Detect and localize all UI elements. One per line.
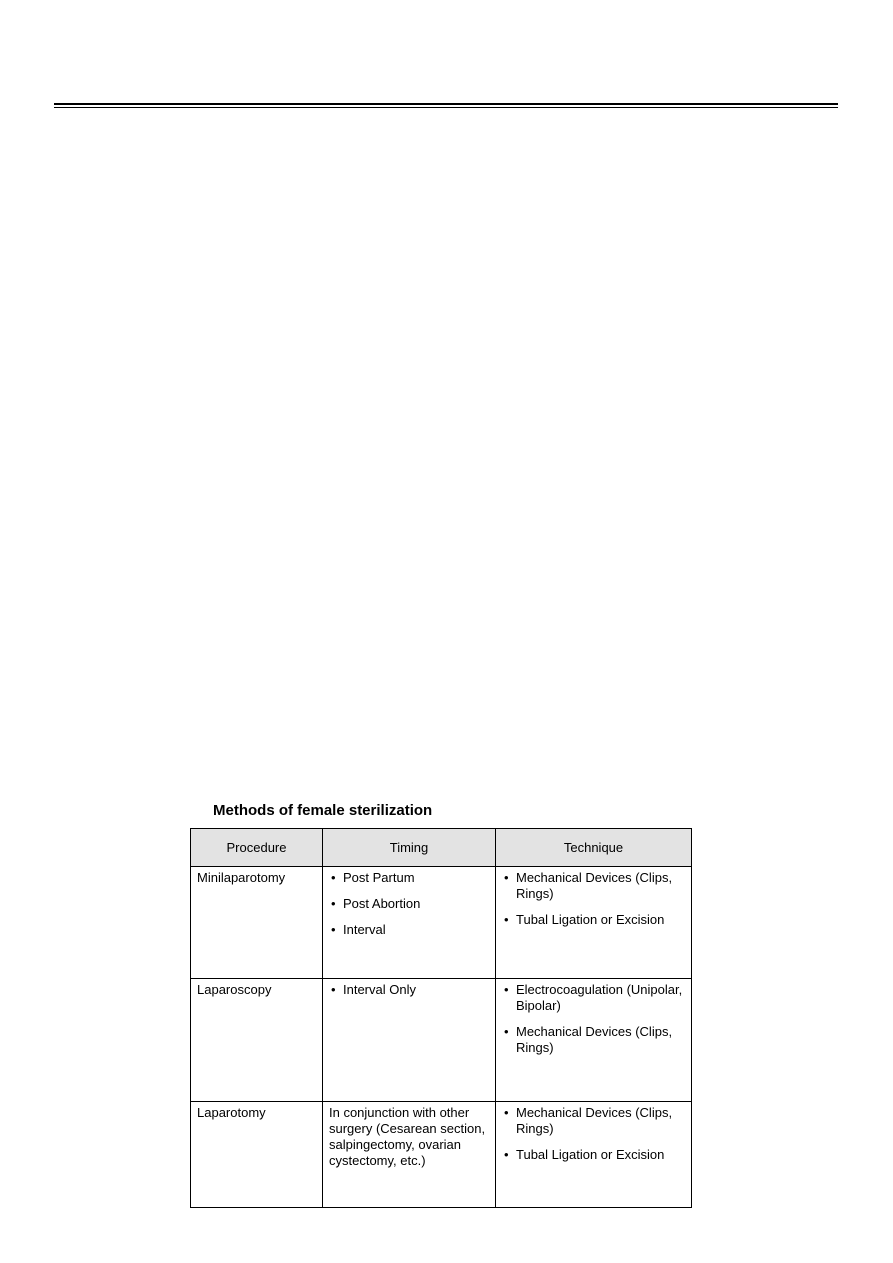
technique-list [502,870,686,928]
timing-cell [323,979,496,1102]
table-row [191,1102,692,1208]
technique-item: • Mechanical Devices (Clips, Rings) [502,1105,686,1137]
technique-item: • Mechanical Devices (Clips, Rings) [502,1024,686,1056]
timing-list [329,870,490,938]
technique-item: • Electrocoagulation (Unipolar, Bipolar) [502,982,686,1014]
header-timing: Timing [323,829,496,867]
table-row [191,867,692,979]
technique-item: • Mechanical Devices (Clips, Rings) [502,870,686,902]
table-title: Methods of female sterilization [213,802,433,819]
header-rule-thin [54,107,838,108]
timing-item: • Post Partum [329,870,490,886]
table-header-row [191,829,692,867]
technique-list [502,982,686,1056]
technique-cell [496,979,692,1102]
technique-item: • Tubal Ligation or Excision [502,1147,686,1163]
procedure-cell: Minilaparotomy [191,867,323,979]
technique-cell [496,1102,692,1208]
header-double-rule [54,103,838,108]
technique-list [502,1105,686,1163]
technique-item: • Tubal Ligation or Excision [502,912,686,928]
timing-list [329,982,490,998]
header-procedure: Procedure [191,829,323,867]
timing-cell [323,867,496,979]
timing-item: • Interval [329,922,490,938]
timing-item: • Interval Only [329,982,490,998]
timing-cell: In conjunction with other surgery (Cesarean section, salpingectomy, ovarian cystectomy, etc.) [323,1102,496,1208]
technique-cell [496,867,692,979]
header-technique: Technique [496,829,692,867]
sterilization-methods-table [190,828,692,1208]
procedure-cell: Laparotomy [191,1102,323,1208]
table-row [191,979,692,1102]
timing-item: • Post Abortion [329,896,490,912]
header-rule-thick [54,103,838,105]
procedure-cell: Laparoscopy [191,979,323,1102]
